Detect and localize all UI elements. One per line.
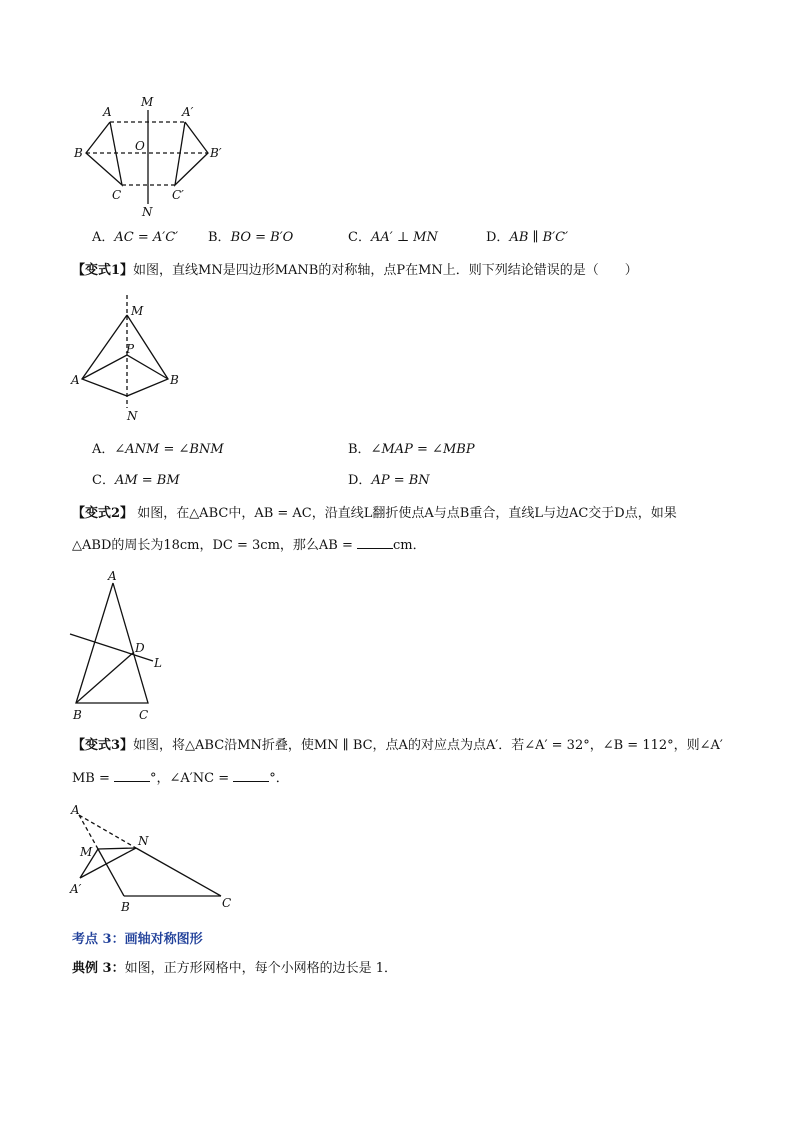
figure-kite-mapb [68,292,188,424]
figure-triangle-abc-fold [66,566,176,726]
figure-symmetric-pentagons [70,92,230,220]
label-b-v1: B [170,373,179,387]
answer-blank-ab[interactable] [357,536,393,549]
label-b: B [74,146,83,160]
label-a-v1: A [71,373,80,387]
variant3-line2: MB = °，∠A′NC = °． [72,771,289,786]
variant1-option-c: C．AM = BM [92,473,180,488]
section-heading-3: 考点 3：画轴对称图形 [72,932,203,947]
label-b-v2: B [73,708,82,722]
q0-option-b: B．BO = B′O [208,230,294,245]
variant2-line2: △ABD的周长为18cm，DC = 3cm，那么AB = cm． [72,538,426,553]
label-n-v3: N [138,834,149,848]
variant1-option-d: D．AP = BN [348,473,430,488]
label-c-v3: C [222,896,232,910]
q0-option-c: C．AA′ ⊥ MN [348,230,438,245]
label-b-prime: B′ [210,146,222,160]
label-d-v2: D [135,641,145,655]
q0-option-d: D．AB ∥ B′C′ [486,230,569,245]
segment-mn [98,848,136,849]
label-a-prime: A′ [182,105,194,119]
label-a-prime-v3: A′ [70,882,82,896]
segment-nc [136,848,221,896]
variant1-question: 【变式1】如图，直线MN是四边形MANB的对称轴，点P在MN上．则下列结论错误的是（ ） [72,263,638,278]
label-o: O [135,139,145,153]
variant2-line1: 【变式2】 如图，在△ABC中，AB = AC，沿直线L翻折使点A与点B重合，直线L与边AC交于D点，如果 [72,506,677,521]
label-a: A [103,105,112,119]
label-b-v3: B [121,900,130,914]
label-p-v1: P [126,342,135,356]
label-c-prime: C′ [172,188,184,202]
segment-bd [76,652,134,703]
q0-option-a: A．AC = A′C′ [92,230,179,245]
variant3-line1: 【变式3】如图，将△ABC沿MN折叠，使MN ∥ BC，点A的对应点为点A′．若∠A′ = 32°，∠B = 112°，则∠A′ [72,738,723,753]
dashed-an [79,815,136,848]
variant1-option-b: B．∠MAP = ∠MBP [348,442,475,457]
label-l-v2: L [154,656,162,670]
label-c: C [112,188,122,202]
label-a-v2: A [108,569,117,583]
label-c-v2: C [139,708,149,722]
label-m-v1: M [131,304,144,318]
answer-blank-angle-amb[interactable] [114,769,150,782]
label-m: M [141,95,154,109]
answer-blank-angle-anc[interactable] [233,769,269,782]
label-n: N [142,205,153,219]
example3-text: 典例 3：如图，正方形网格中，每个小网格的边长是 1． [72,961,397,976]
variant1-option-a: A．∠ANM = ∠BNM [92,442,224,457]
label-m-v3: M [80,845,93,859]
label-a-v3: A [71,803,80,817]
label-n-v1: N [127,409,138,423]
figure-folded-triangle [66,800,242,916]
